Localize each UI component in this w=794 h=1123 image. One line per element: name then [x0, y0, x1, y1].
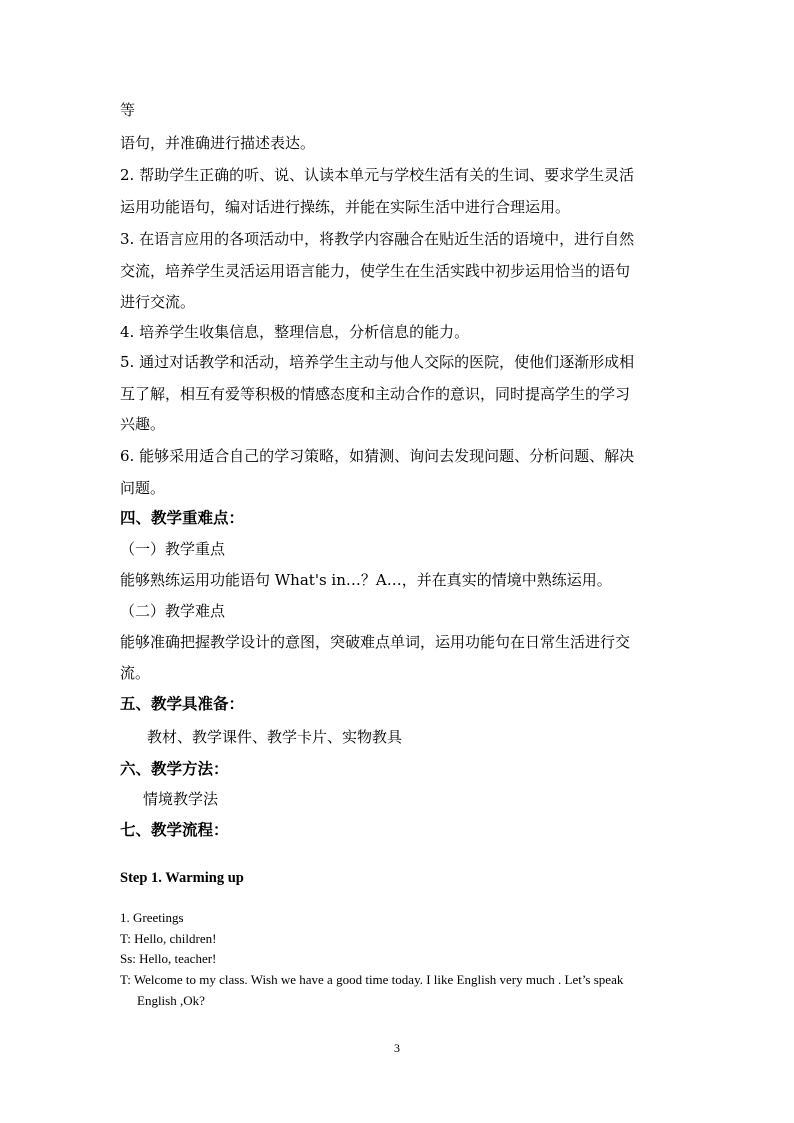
objective-3-line-1: 3. 在语言应用的各项活动中，将教学内容融合在贴近生活的语境中，进行自然: [120, 230, 635, 248]
section-4-heading: 四、教学重难点：: [120, 508, 245, 527]
section-5-heading: 五、教学具准备：: [120, 694, 245, 713]
section-7-heading: 七、教学流程：: [120, 820, 229, 839]
section-4-sub-2-line-2: 流。: [120, 664, 151, 682]
objective-5-line-1: 5. 通过对话教学和活动，培养学生主动与他人交际的医院，使他们逐渐形成相: [120, 353, 635, 371]
section-6-text: 情境教学法: [143, 790, 219, 808]
page-number: 3: [394, 1041, 400, 1055]
step-1-heading: Step 1. Warming up: [120, 870, 244, 886]
objective-2-line-1: 2. 帮助学生正确的听、说、认读本单元与学校生活有关的生词、要求学生灵活: [120, 166, 635, 184]
objective-4-line-1: 4. 培养学生收集信息，整理信息，分析信息的能力。: [120, 323, 470, 341]
section-4-sub-2-line-1: 能够准确把握教学设计的意图，突破难点单词，运用功能句在日常生活进行交: [120, 633, 631, 651]
objective-2-line-2: 运用功能语句，编对话进行操练，并能在实际生活中进行合理运用。: [120, 198, 571, 216]
section-5-text: 教材、教学课件、教学卡片、实物教具: [147, 728, 403, 746]
intro-line-2: 语句，并准确进行描述表达。: [120, 134, 316, 152]
objective-5-line-3: 兴趣。: [120, 415, 166, 433]
intro-line-1: 等: [120, 101, 136, 119]
section-4-sub-1-text: 能够熟练运用功能语句 What's in…？A…，并在真实的情境中熟练运用。: [120, 571, 612, 589]
dialog-line-4: T: Welcome to my class. Wish we have a good time today. I like English very much . Let’s speak: [120, 972, 624, 987]
objective-6-line-2: 问题。: [120, 479, 166, 497]
objective-5-line-2: 互了解，相互有爱等积极的情感态度和主动合作的意识，同时提高学生的学习: [120, 385, 631, 403]
section-6-heading: 六、教学方法：: [120, 759, 229, 778]
dialog-line-5: English ,Ok?: [137, 993, 205, 1008]
objective-6-line-1: 6. 能够采用适合自己的学习策略，如猜测、询问去发现问题、分析问题、解决: [120, 447, 635, 465]
section-4-sub-1: （一）教学重点: [120, 540, 226, 558]
objective-3-line-3: 进行交流。: [120, 293, 196, 311]
section-4-sub-2: （二）教学难点: [120, 602, 226, 620]
objective-3-line-2: 交流，培养学生灵活运用语言能力，使学生在生活实践中初步运用恰当的语句: [120, 262, 631, 280]
dialog-line-1: 1. Greetings: [120, 910, 184, 925]
dialog-line-2: T: Hello, children!: [120, 931, 217, 946]
dialog-line-3: Ss: Hello, teacher!: [120, 951, 217, 966]
